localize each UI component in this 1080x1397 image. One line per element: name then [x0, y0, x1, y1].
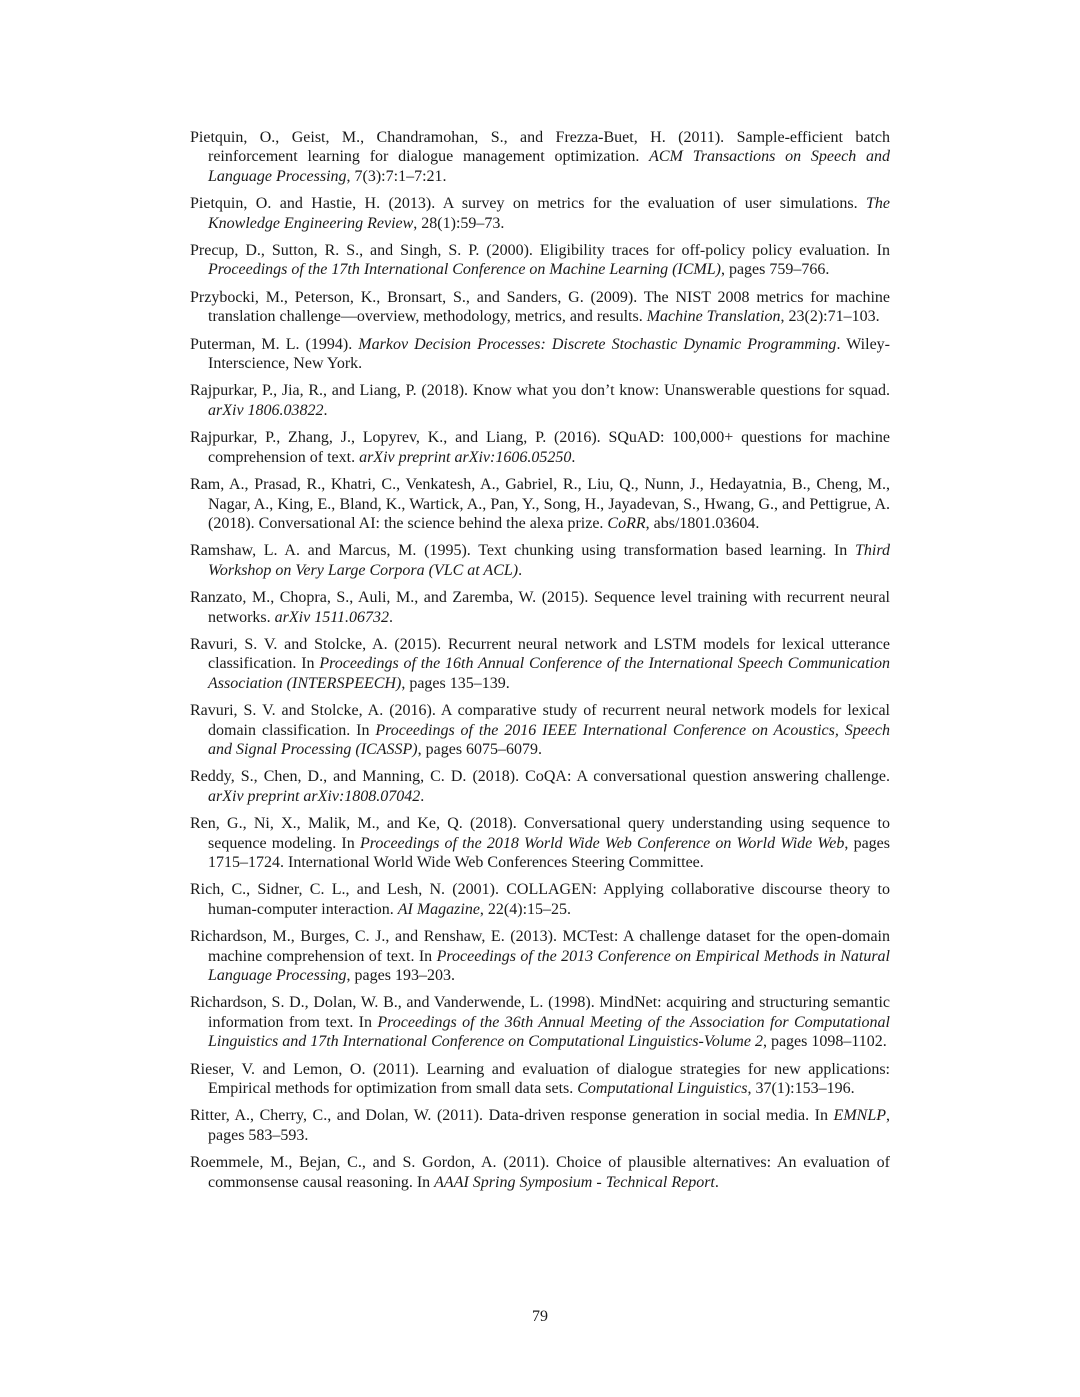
reference-details: . [571, 448, 576, 466]
page-number: 79 [532, 1308, 548, 1325]
reference-text: Reddy, S., Chen, D., and Manning, C. D. (2018). CoQA: A conversational question answering challenge. [190, 768, 890, 786]
reference-item [190, 701, 890, 759]
reference-item [190, 288, 890, 327]
reference-details: , pages 193–203. [346, 967, 455, 985]
reference-venue: ACM Transactions on Speech and Language Processing [208, 148, 891, 185]
reference-text: Pietquin, O. and Hastie, H. (2013). A survey on metrics for the evaluation of user simulations. [190, 195, 866, 213]
reference-details: , pages 1098–1102. [762, 1033, 887, 1051]
reference-item [190, 635, 890, 693]
reference-details: , 22(4):15–25. [479, 900, 572, 918]
reference-text: Ravuri, S. V. and Stolcke, A. (2016). A comparative study of recurrent neural network models for lexical domain classification. In [190, 702, 890, 739]
reference-text: Puterman, M. L. (1994). [190, 335, 359, 353]
reference-venue: arXiv preprint arXiv:1606.05250 [359, 448, 572, 466]
reference-item [190, 1060, 890, 1099]
reference-item [190, 814, 890, 872]
reference-details: . [518, 561, 523, 579]
reference-text: Rich, C., Sidner, C. L., and Lesh, N. (2001). COLLAGEN: Applying collaborative discourse theory to human-computer interaction. [190, 881, 890, 918]
reference-venue: Machine Translation [646, 308, 781, 326]
reference-item [190, 927, 890, 985]
reference-item [190, 241, 890, 280]
reference-venue: Proceedings of the 16th Annual Conference of the International Speech Communication Association (INTERSPEECH) [208, 655, 890, 692]
reference-details: , abs/1801.03604. [645, 514, 760, 532]
reference-item [190, 767, 890, 806]
reference-text: Ravuri, S. V. and Stolcke, A. (2015). Recurrent neural network and LSTM models for lexical utterance classification. In [190, 635, 890, 673]
reference-text: Richardson, M., Burges, C. J., and Renshaw, E. (2013). MCTest: A challenge dataset for the open-domain machine comprehension of text. In [190, 928, 890, 965]
reference-details: , pages 6075–6079. [417, 740, 543, 758]
reference-details: , 28(1):59–73. [413, 214, 505, 232]
reference-venue: CoRR [607, 514, 646, 532]
reference-text: Precup, D., Sutton, R. S., and Singh, S. P. (2000). Eligibility traces for off-policy policy evaluation. In [190, 242, 890, 260]
reference-item [190, 194, 890, 233]
reference-item [190, 993, 890, 1051]
reference-details: . [714, 1173, 719, 1191]
reference-details: , pages 135–139. [401, 674, 510, 692]
reference-details: , pages 759–766. [720, 261, 830, 279]
reference-item [190, 381, 890, 420]
reference-venue: Computational Linguistics [577, 1080, 748, 1098]
reference-venue: Proceedings of the 36th Annual Meeting of the Association for Computational Linguistics and 17th International Conference on Computational Linguistics-Volume 2 [208, 1013, 890, 1051]
reference-text: Ren, G., Ni, X., Malik, M., and Ke, Q. (2018). Conversational query understanding using sequence to sequence modeling. In [190, 815, 890, 852]
reference-item [190, 541, 890, 580]
reference-venue: AAAI Spring Symposium - Technical Report [434, 1173, 715, 1191]
reference-venue: Proceedings of the 2018 World Wide Web Conference on World Wide Web [359, 834, 845, 852]
reference-text: Ritter, A., Cherry, C., and Dolan, W. (2011). Data-driven response generation in social media. In [190, 1107, 834, 1125]
reference-item [190, 880, 890, 919]
reference-venue: EMNLP [833, 1107, 886, 1125]
reference-text: Przybocki, M., Peterson, K., Bronsart, S., and Sanders, G. (2009). The NIST 2008 metrics for machine translation challenge—overview, methodology, metrics, and results. [190, 288, 890, 326]
reference-item [190, 128, 890, 186]
reference-details: , 37(1):153–196. [747, 1080, 855, 1098]
reference-venue: arXiv preprint arXiv:1808.07042 [208, 787, 421, 805]
reference-venue: Proceedings of the 2016 IEEE International Conference on Acoustics, Speech and Signal Processing (ICASSP) [208, 721, 890, 758]
reference-item [190, 335, 890, 374]
reference-venue: Proceedings of the 17th International Conference on Machine Learning (ICML) [208, 261, 721, 279]
reference-details: , 23(2):71–103. [780, 308, 880, 326]
reference-item [190, 588, 890, 627]
reference-item [190, 1106, 890, 1145]
reference-venue: arXiv 1806.03822 [208, 401, 324, 419]
reference-text: Rajpurkar, P., Zhang, J., Lopyrev, K., and Liang, P. (2016). SQuAD: 100,000+ questions for machine comprehension of text. [190, 429, 890, 466]
reference-item [190, 1153, 890, 1192]
reference-details: . [389, 608, 394, 626]
reference-item [190, 475, 890, 533]
reference-text: Rieser, V. and Lemon, O. (2011). Learning and evaluation of dialogue strategies for new applications: Empirical methods for optimization from small data sets. [190, 1060, 890, 1098]
reference-venue: The Knowledge Engineering Review [208, 195, 890, 232]
reference-text: Richardson, S. D., Dolan, W. B., and Vanderwende, L. (1998). MindNet: acquiring and structuring semantic information from text. In [190, 994, 890, 1031]
reference-details: , pages 1715–1724. International World Wide Web Conferences Steering Committee. [208, 834, 890, 871]
reference-text: Ram, A., Prasad, R., Khatri, C., Venkatesh, A., Gabriel, R., Liu, Q., Nunn, J., Hedayatnia, B., Cheng, M., Nagar, A., King, E., Bland, K., Wartick, A., Pan, Y., Song, H., Jayadevan, S., Hwang, G., and Pettigrue, A. (2018). Conversational AI: the science behind the alexa prize. [190, 476, 890, 532]
reference-details: . Wiley-Interscience, New York. [208, 335, 891, 373]
reference-details: , pages 583–593. [208, 1107, 890, 1144]
reference-text: Ramshaw, L. A. and Marcus, M. (1995). Text chunking using transformation based learning. In [190, 542, 856, 560]
reference-details: . [323, 401, 328, 419]
reference-venue: Proceedings of the 2013 Conference on Empirical Methods in Natural Language Processing [208, 947, 891, 985]
reference-venue: Third Workshop on Very Large Corpora (VLC at ACL) [208, 542, 890, 579]
reference-text: Rajpurkar, P., Jia, R., and Liang, P. (2018). Know what you don’t know: Unanswerable questions for squad. [190, 382, 890, 400]
reference-item [190, 428, 890, 467]
reference-text: Ranzato, M., Chopra, S., Auli, M., and Zaremba, W. (2015). Sequence level training with recurrent neural networks. [190, 589, 890, 626]
reference-text: Pietquin, O., Geist, M., Chandramohan, S., and Frezza-Buet, H. (2011). Sample-efficient batch reinforcement learning for dialogue management optimization. [190, 129, 890, 166]
reference-list [190, 128, 890, 1200]
reference-venue: arXiv 1511.06732 [274, 608, 390, 626]
reference-details: . [420, 787, 425, 805]
reference-venue: AI Magazine [397, 900, 480, 918]
reference-venue: Markov Decision Processes: Discrete Stochastic Dynamic Programming [358, 335, 837, 353]
reference-text: Roemmele, M., Bejan, C., and S. Gordon, A. (2011). Choice of plausible alternatives: An evaluation of commonsense causal reasoning. In [190, 1154, 890, 1191]
reference-details: , 7(3):7:1–7:21. [346, 167, 447, 185]
